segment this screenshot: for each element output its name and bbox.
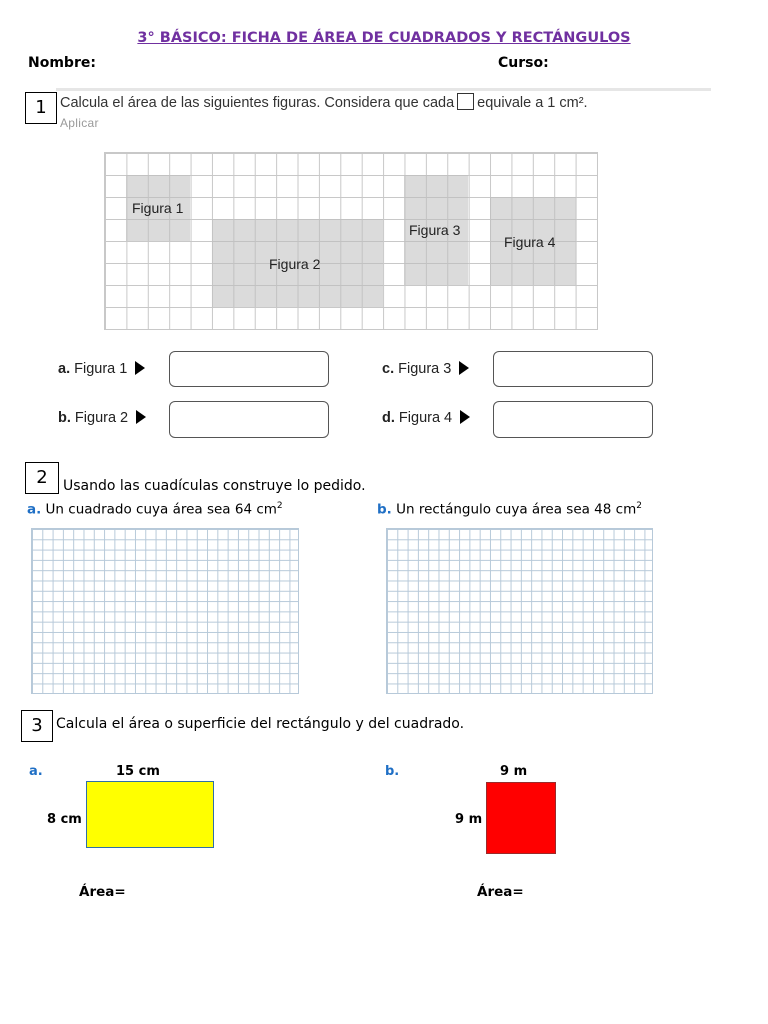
answer-a-label: a. Figura 1: [58, 361, 145, 377]
rectangle-drawing-grid[interactable]: [386, 528, 653, 694]
nombre-label: Nombre:: [28, 55, 96, 71]
yellow-rectangle: [86, 781, 214, 848]
arrow-right-icon: [136, 410, 146, 424]
page-title: 3° BÁSICO: FICHA DE ÁREA DE CUADRADOS Y RECTÁNGULOS: [137, 30, 631, 46]
red-square: [486, 782, 556, 854]
arrow-right-icon: [460, 410, 470, 424]
question-3a-letter: a.: [29, 764, 43, 779]
rectangle-area-label: Área=: [79, 884, 126, 900]
figure-4-label: Figura 4: [504, 234, 556, 250]
skill-label: Aplicar: [60, 116, 99, 130]
answer-b-box[interactable]: [169, 401, 329, 438]
question-1-number: 1: [25, 92, 57, 124]
square-drawing-grid[interactable]: [31, 528, 299, 694]
question-3-number: 3: [21, 710, 53, 742]
answer-b-label: b. Figura 2: [58, 410, 146, 426]
arrow-right-icon: [459, 361, 469, 375]
answer-c-label: c. Figura 3: [382, 361, 469, 377]
square-area-label: Área=: [477, 884, 524, 900]
instruction-start: Calcula el área de las siguientes figuras. Considera que cada: [60, 95, 455, 111]
rectangle-height-label: 8 cm: [47, 812, 82, 827]
square-height-label: 9 m: [455, 812, 483, 827]
answer-a-box[interactable]: [169, 351, 329, 387]
figure-2-label: Figura 2: [269, 256, 321, 272]
figures-grid: [104, 152, 598, 330]
question-2-instruction: Usando las cuadículas construye lo pedido.: [63, 478, 366, 494]
instruction-end: equivale a 1 cm².: [477, 95, 588, 111]
figure-1-label: Figura 1: [132, 200, 184, 216]
curso-label: Curso:: [498, 55, 549, 71]
question-2a-text: a. Un cuadrado cuya área sea 64 $cm^2$: [27, 501, 283, 518]
unit-square-icon: [457, 93, 474, 110]
arrow-right-icon: [135, 361, 145, 375]
square-width-label: 9 m: [500, 764, 528, 779]
answer-d-box[interactable]: [493, 401, 653, 438]
header-divider: [56, 88, 711, 91]
answer-c-box[interactable]: [493, 351, 653, 387]
question-2b-text: b. Un rectángulo cuya área sea 48 $cm^2$: [377, 501, 642, 518]
question-2-number: 2: [25, 462, 59, 494]
rectangle-width-label: 15 cm: [116, 764, 160, 779]
figure-3-label: Figura 3: [409, 222, 461, 238]
question-3-instruction: Calcula el área o superficie del rectángulo y del cuadrado.: [56, 716, 465, 732]
question-3b-letter: b.: [385, 764, 400, 779]
question-1-instruction: [60, 93, 588, 111]
answer-d-label: d. Figura 4: [382, 410, 470, 426]
